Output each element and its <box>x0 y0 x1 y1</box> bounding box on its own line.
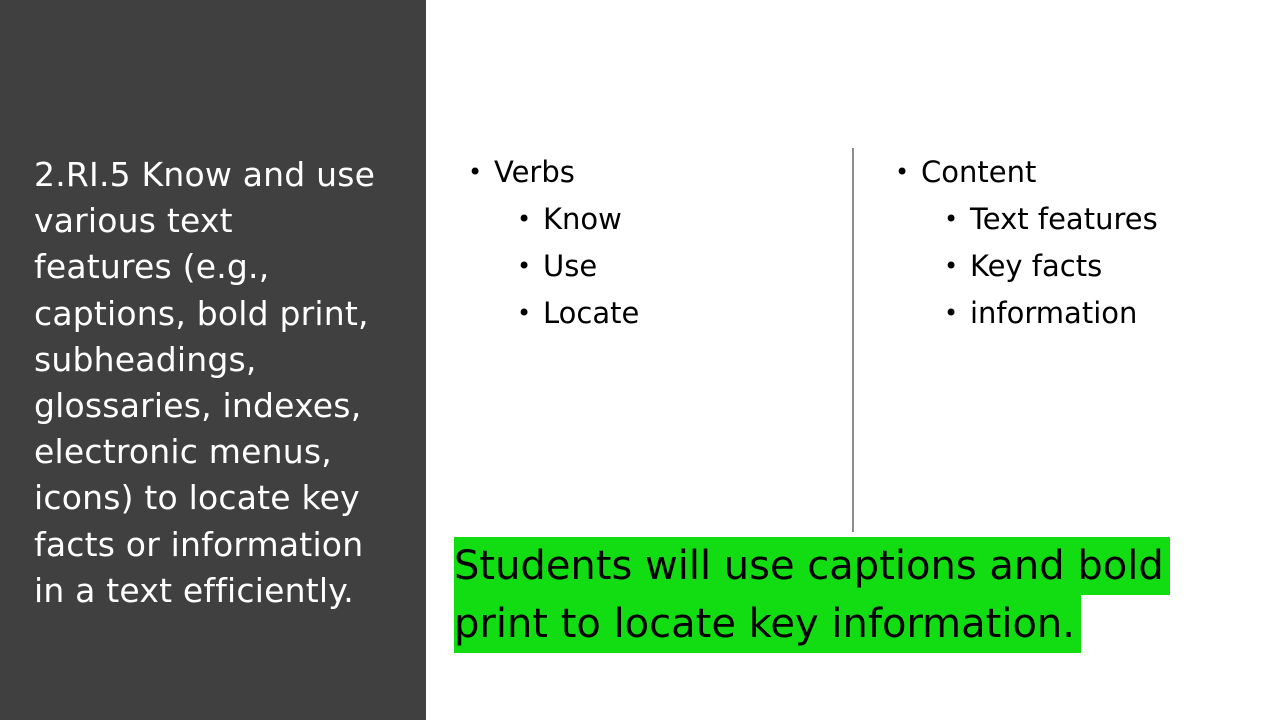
bullet-icon: • <box>944 299 959 327</box>
content-item-label: Text features <box>970 202 1158 236</box>
bullet-icon: • <box>468 158 483 186</box>
verbs-item-label: Know <box>543 202 622 236</box>
standard-line: various text <box>34 201 233 241</box>
learning-objective <box>454 537 1174 653</box>
bullet-icon: • <box>944 205 959 233</box>
standard-text <box>34 152 414 614</box>
content-item-label: Key facts <box>970 249 1103 283</box>
standard-line: electronic menus, <box>34 432 332 472</box>
verbs-item-label: Locate <box>543 296 640 330</box>
verbs-list <box>468 150 639 338</box>
standard-line: glossaries, indexes, <box>34 386 362 426</box>
verbs-item <box>468 291 639 338</box>
standard-line: in a text efficiently. <box>34 570 354 610</box>
bullet-icon: • <box>517 205 532 233</box>
bullet-icon: • <box>895 158 910 186</box>
verbs-item <box>468 244 639 291</box>
standard-line: icons) to locate key <box>34 478 360 518</box>
standard-line: features (e.g., <box>34 247 270 287</box>
bullet-icon: • <box>517 252 532 280</box>
column-divider <box>852 148 854 532</box>
content-item <box>895 244 1158 291</box>
standard-line: captions, bold print, <box>34 293 369 333</box>
standard-line: 2.RI.5 Know and use <box>34 155 376 194</box>
objective-line: print to locate key information. <box>454 595 1081 653</box>
content-heading <box>895 150 1158 197</box>
verbs-item-label: Use <box>543 249 598 283</box>
content-item-label: information <box>970 296 1138 330</box>
bullet-icon: • <box>517 299 532 327</box>
verbs-heading <box>468 150 639 197</box>
content-heading-label: Content <box>921 155 1037 189</box>
verbs-item <box>468 197 639 244</box>
standard-line: facts or information <box>34 524 364 564</box>
standard-panel <box>0 0 426 720</box>
bullet-icon: • <box>944 252 959 280</box>
verbs-heading-label: Verbs <box>494 155 575 189</box>
standard-line: subheadings, <box>34 339 257 379</box>
content-item <box>895 291 1158 338</box>
objective-line: Students will use captions and bold <box>454 537 1170 595</box>
content-list <box>895 150 1158 338</box>
content-item <box>895 197 1158 244</box>
